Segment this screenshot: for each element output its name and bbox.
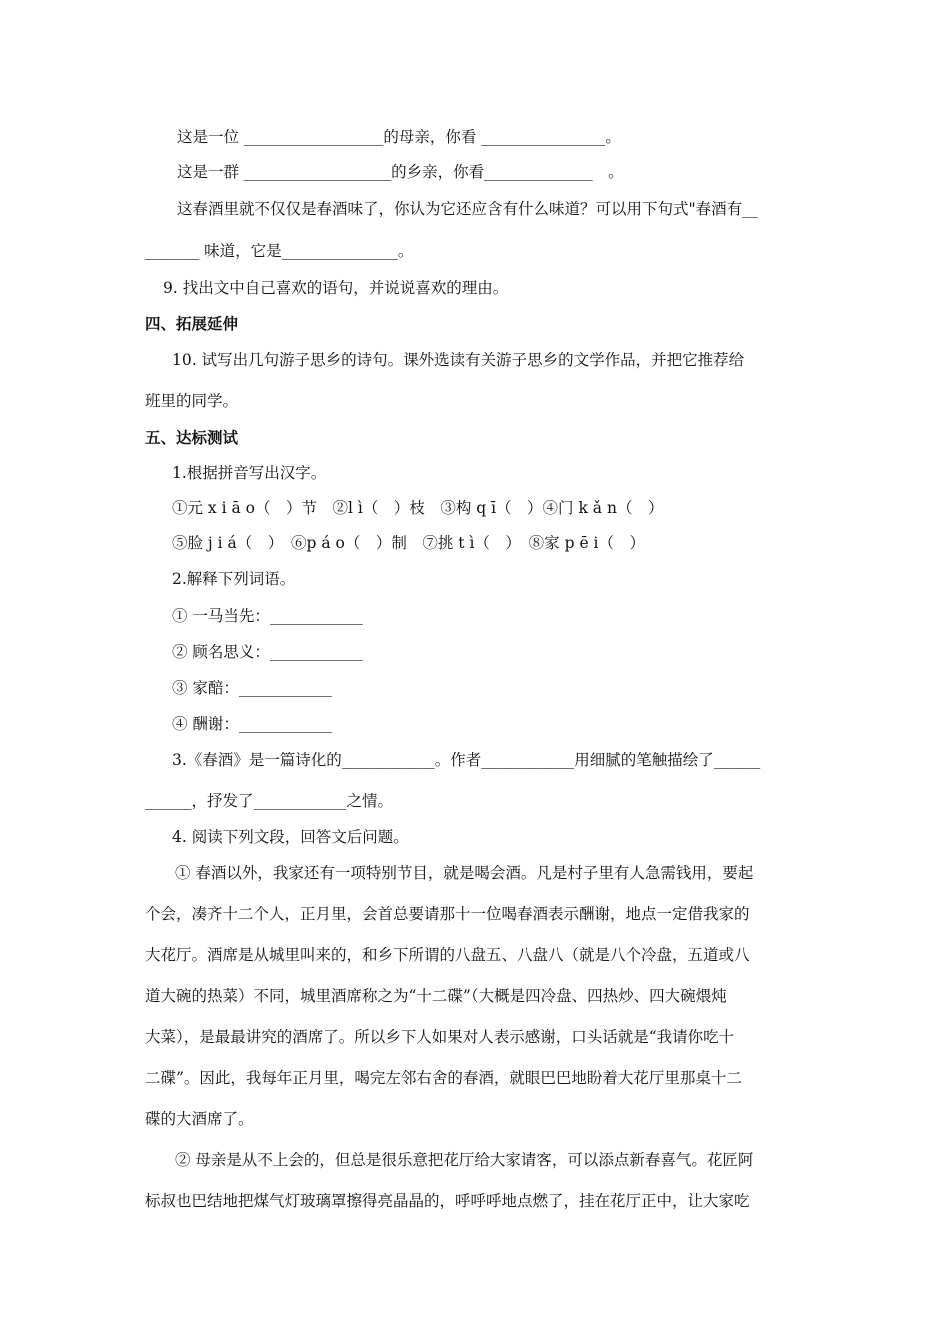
reading-passage-line: ① 春酒以外，我家还有一项特别节目，就是喝会酒。凡是村子里有人急需钱用，要起 [175,864,754,882]
word-definition-item: ③ 家醅：____________ [172,679,332,697]
reading-passage-line: 碟的大酒席了。 [145,1110,254,1128]
fill-blank-villagers-line: 这是一群 ___________________的乡亲，你看______________ 。 [177,163,624,181]
fill-blank-mother-line: 这是一位 __________________的母亲，你看 ________________。 [177,128,621,146]
question-paragraph-line: 这春酒里就不仅仅是春酒味了，你认为它还应含有什么味道？可以用下句式"春酒有__ [177,200,758,218]
word-definition-item: ① 一马当先：____________ [172,607,363,625]
question-9: 9. 找出文中自己喜欢的语句，并说说喜欢的理由。 [163,279,509,297]
word-definition-item: ② 顾名思义：____________ [172,643,363,661]
section-heading-extension: 四、拓展延伸 [145,315,239,333]
question-2: 2.解释下列词语。 [172,570,296,588]
section-heading-test: 五、达标测试 [145,429,239,447]
question-10-continuation: 班里的同学。 [145,392,239,410]
question-3: 3.《春酒》是一篇诗化的____________。作者____________用细腻的笔触描绘了______ [172,751,761,769]
reading-passage-line: 个会，凑齐十二个人，正月里，会首总要请那十一位喝春酒表示酬谢，地点一定借我家的 [145,905,750,923]
reading-passage-line: ② 母亲是从不上会的，但总是很乐意把花厅给大家请客，可以添点新春喜气。花匠阿 [175,1151,754,1169]
pinyin-row-2: ⑤脸 j i á（ ） ⑥p á o（ ）制 ⑦挑 t ì（ ） ⑧家 p ē i（ ） [172,534,646,552]
reading-passage-line: 大花厅。酒席是从城里叫来的，和乡下所谓的八盘五、八盘八（就是八个冷盘，五道或八 [145,946,750,964]
question-4: 4. 阅读下列文段，回答文后问题。 [172,828,409,846]
pinyin-row-1: ①元 x i ā o（ ）节 ②l ì（ ）枝 ③构 q ī（ ）④门 k ǎ n（ ） [172,499,664,517]
reading-passage-line: 二碟”。因此，我每年正月里，喝完左邻右舍的春酒，就眼巴巴地盼着大花厅里那桌十二 [145,1069,742,1087]
question-10: 10. 试写出几句游子思乡的诗句。课外选读有关游子思乡的文学作品，并把它推荐给 [172,351,745,369]
word-definition-item: ④ 酬谢：____________ [172,715,332,733]
reading-passage-line: 标叔也巴结地把煤气灯玻璃罩擦得亮晶晶的，呼呼呼地点燃了，挂在花厅正中，让大家吃 [145,1192,750,1210]
question-1: 1.根据拼音写出汉字。 [172,464,327,482]
question-paragraph-line: _______ 味道，它是_______________。 [145,242,414,260]
question-3-continuation: ______，抒发了____________之情。 [145,792,394,810]
reading-passage-line: 大菜），是最最讲究的酒席了。所以乡下人如果对人表示感谢，口头话就是“我请你吃十 [145,1028,735,1046]
reading-passage-line: 道大碗的热菜）不同，城里酒席称之为“十二碟”（大概是四冷盘、四热炒、四大碗煨炖 [145,987,727,1005]
